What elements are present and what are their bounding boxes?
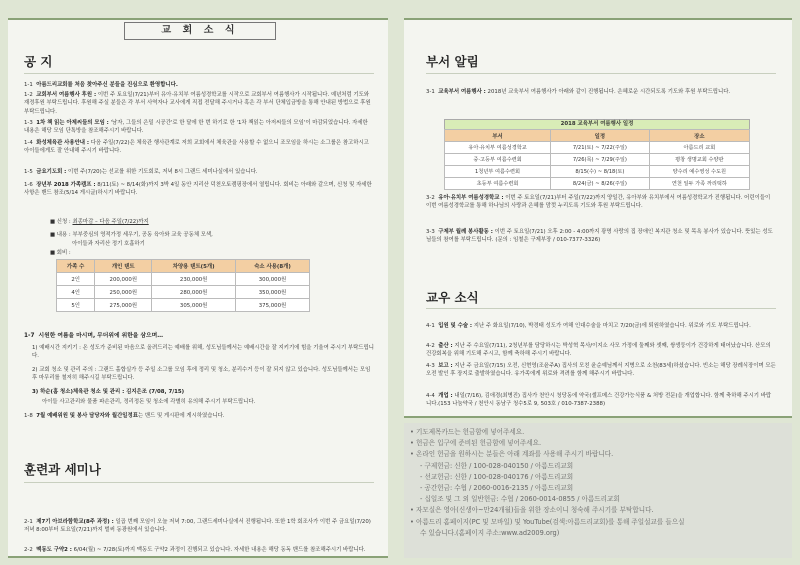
- item-3-3: 3-3 구제부 월례 봉사활동 : 이번 주 토요일(7/21) 오후 2:00 - 4:00까지 광명 사랑의 집 장애인 복지관 청소 및 목욕 봉사가 있습니다. 뜻있는 성도님들의 참여를 부탁드립니다. (문의 : 임철은 구제부장 / 010-7377-3326): [426, 229, 773, 244]
- notice-divider: [24, 73, 374, 74]
- item-1-7-sub-3: 3) 하순(홈 청소)체육관 청소 및 관리 : 김지은조 (7/08, 7/15): [32, 389, 185, 395]
- content-line: ■ 내용 : 부부중심의 영적가정 세우기, 공동 육아와 교육 공동체 모색,: [50, 232, 213, 238]
- item-1-7-sub-1: 1) 예배시간 지키기 : 온 성도가 준비된 마음으로 올려드리는 예배를 위해, 성도님들께서는 예배시간을 잘 지키기에 힘을 기울여 주시기 부탁드립니다.: [32, 345, 374, 360]
- table-cell: 200,000원: [95, 273, 152, 286]
- notice-item: 1-6 장년부 2018 가족캠프 : 8/11(토) ~ 8/14(화)까지 3박 4일 동안 지리산 덕천오토캠핑장에서 열립니다. 회비는 아래와 같으며, 신청 및 자세한 사항은 밴드 참조(5/14 게시글)하시기 바랍니다.: [24, 182, 372, 197]
- info-line: - 십일조 및 그 외 일반헌금: 수협 / 2060-0014-0855 / 아름드리교회: [420, 495, 620, 504]
- info-line: • 아름드리 홈페이지(PC 및 모바일) 및 YouTube(검색:아름드리교회)를 통해 주일설교를 들으실: [410, 517, 685, 526]
- info-line: - 선교헌금: 신한 / 100-028-040176 / 아름드리교회: [420, 472, 574, 481]
- table-cell: 305,000원: [152, 299, 236, 312]
- table-row: [445, 154, 750, 166]
- notice-item: 1-5 금요기도회 : 이번 주(7/20)는 선교를 위한 기도회로, 저녁 8시 그랜드 세미나실에서 있습니다.: [24, 169, 258, 175]
- top-band: [8, 18, 388, 20]
- info-line: • 헌금은 입구에 준비된 헌금함에 넣어주세요.: [410, 439, 542, 448]
- fee-header-lodging: 숙소 사용(8개): [236, 260, 310, 273]
- info-line: • 자모실은 영아(신생아~만24개월)들을 위한 장소이니 청숙해 주시기를 부탁합니다.: [410, 506, 654, 515]
- info-line: • 기도제목카드는 헌금함에 넣어주세요.: [410, 428, 525, 436]
- table-cell: 4인: [57, 286, 95, 299]
- table-row: [445, 178, 750, 190]
- table-cell: 2인: [57, 273, 95, 286]
- table-cell: 250,000원: [95, 286, 152, 299]
- dept-divider: [426, 73, 776, 74]
- item-1-7-sub-4: 아이들 사고관리와 물품 파손관리, 정리정돈 및 청소에 각별히 유의해 주시기 부탁드립니다.: [42, 399, 256, 405]
- training-divider: [24, 482, 374, 483]
- camp-header-schedule: 일정: [551, 130, 650, 142]
- table-cell: 양수리 예수영성 수도원: [649, 166, 749, 178]
- member-item: 4-4 개업 : 내일(7/16), 김애경(최병진) 집사가 천안시 청당동에 약국(셀프메스 건강가능식품 & 처방 전문)을 개업합니다. 함께 축하해 주시기 바랍니다.(153 나눔약국 / 천안시 동남구 청수5로 9, 503호 / 010-7387-2388): [426, 393, 772, 408]
- table-cell: 7/21(토) ~ 7/22(주일): [551, 142, 650, 154]
- fee-header-personal: 개인 텐트: [95, 260, 152, 273]
- member-item: 4-1 입원 및 수술 : 지난 주 화요일(7/10), 박경태 성도가 여해 인대수술을 마치고 7/20(금)에 퇴원하였습니다. 위로와 기도 부탁드립니다.: [426, 323, 751, 329]
- table-cell: 8/15(수) ~ 8/18(토): [551, 166, 650, 178]
- training-item: 2-2 맥동도 구약2 : 6/04(월) ~ 7/28(토)까지 맥동도 구약2 과정이 진행되고 있습니다. 자세한 내용은 해당 동독 밴드를 참조해주시기 바랍니다.: [24, 547, 366, 553]
- info-line: - 구제헌금: 신한 / 100-028-040150 / 아름드리교회: [420, 461, 574, 470]
- table-cell: 연천 일두 가족 까리떡하: [649, 178, 749, 190]
- table-row: [57, 299, 310, 312]
- camp-header-dept: 부서: [445, 130, 551, 142]
- item-1-7-sub-2: 2) 교회 청소 및 관리 주의 : 그랜드 홀합실가 등 주일 소그룹 모임 후에 정리 및 청소, 분리수거 등이 잘 되지 않고 있습니다. 성도님들께서는 모임 후 마무리를 철저히 해주시길 부탁드립니다.: [32, 367, 371, 382]
- bottom-band: [8, 556, 388, 558]
- table-cell: 280,000원: [152, 286, 236, 299]
- fee-label: ■ 회비 :: [50, 250, 71, 256]
- table-cell: 350,000원: [236, 286, 310, 299]
- member-item: 4-3 보고 : 지난 주 금요일(7/15) 오전, 신현영(조윤주A) 집사의 모친 윤순예님께서 지병으로 소천(83세)하셨습니다. 빈소는 해당 장례식장이며 모든 오전 발인 후 장지로 출발하였습니다. 유가족에게 위로와 격려를 함께 해주시기 바랍니다.: [426, 363, 776, 378]
- camp-header-place: 장소: [649, 130, 749, 142]
- table-row: [445, 166, 750, 178]
- church-news-panel: [8, 18, 388, 558]
- content-line-2: 아이들과 자리산 정기 호흡하기: [72, 241, 145, 247]
- table-row: [57, 286, 310, 299]
- notice-item: 1-3 1차 책 읽는 아제씨들의 모임 : '남자, 그들의 은밀 시공간'로 한 달에 한 번 하기로 한 '1차 책읽는 아저씨들의 모임'이 마감되었습니다. 자세한 내용은 해당 모임 단톡방을 참조해주시기 바랍니다.: [24, 120, 368, 135]
- right-bottom-band: [404, 416, 792, 418]
- apply-deadline: 최종마감 – 다음 주일(7/22)까지: [72, 219, 149, 225]
- top-band-right: [404, 18, 792, 20]
- table-cell: 275,000원: [95, 299, 152, 312]
- training-heading: 훈련과 세미나: [24, 462, 101, 477]
- summer-event-caption: 2018 교육부서 여름행사 일정: [444, 119, 750, 129]
- table-cell: 5인: [57, 299, 95, 312]
- fee-header-awning: 차양용 텐트(5개): [152, 260, 236, 273]
- item-3-2: 3-2 유아·유치부 여름성경학교 : 이번 주 토요일(7/21)부터 주일(7/22)까지 양일간, 유아부와 유치부에서 여름성경학교가 진행됩니다. 어린이들이 이번 여름성경학교를 통해 하나님의 사랑과 은혜를 맘껏 누리도록 기도와 후원 부탁드립니다.: [426, 195, 771, 210]
- panel-title: 교 회 소 식: [124, 22, 276, 40]
- table-cell: 230,000원: [152, 273, 236, 286]
- info-line: • 온라인 헌금을 원하시는 분들은 아래 계좌를 사용해 주시기 바랍니다.: [410, 450, 614, 459]
- notice-item: 1-1 아름드리교회를 처음 찾아주신 분들을 진심으로 환영합니다.: [24, 82, 178, 88]
- info-box: [404, 423, 792, 558]
- table-cell: 중·고등부 여름수련회: [445, 154, 551, 166]
- notice-item: 1-2 교회부서 여름행사 후원 : 이번 주 토요일(7/21)부터 유아·유치부 여름성경학교를 시작으로 교회부서 여름행사가 시작됩니다. 예년처럼 기도와 재정후원 부탁드립니다. 후원해 주실 분들은 각 부서 사역자나 교사에게 직접 전달해 주시거나 혹은 각 부서 단체입금방을 통해 안내된 방법으로 후원 부탁드립니다.: [24, 92, 371, 115]
- summer-event-table: [444, 119, 750, 190]
- info-line: 수 있습니다.(홈페이지 주소:www.ad2009.org): [420, 528, 560, 537]
- table-cell: 1청년부 여름수련회: [445, 166, 551, 178]
- table-cell: 7/26(목) ~ 7/29(주일): [551, 154, 650, 166]
- info-line: - 공간헌금: 수협 / 2060-0016-2135 / 아름드리교회: [420, 484, 574, 493]
- table-row: [57, 273, 310, 286]
- table-cell: 아름드리 교회: [649, 142, 749, 154]
- dept-heading: 부서 알림: [426, 54, 479, 69]
- item-3-1: 3-1 교육부서 여름행사 : 2018년 교육부서 여름행사가 아래와 같이 진행됩니다. 은혜로운 시간되도록 기도와 후원 부탁드립니다.: [426, 89, 731, 95]
- member-item: 4-2 출산 : 지난 주 수요일(7/11), 2청년부를 담당하시는 박성혁 목사/이지소 사모 가정에 둘째와 셋째, 쌍생둥이가 건강하게 태어났습니다. 산모의 건강회복을 위해 기도해 주시고, 함께 축하해 주시기 바랍니다.: [426, 343, 771, 358]
- info-list: [410, 427, 788, 539]
- table-cell: 초등부 여름수련회: [445, 178, 551, 190]
- table-cell: 300,000원: [236, 273, 310, 286]
- member-divider: [426, 308, 776, 309]
- notice-heading: 공 지: [24, 54, 53, 69]
- apply-line: ■ 신청 : 최종마감 – 다음 주일(7/22)까지: [50, 219, 149, 225]
- item-1-7-title: 1-7 시원한 여름을 마시며, 무더위에 위한을 삼으며…: [24, 333, 164, 339]
- training-item: 2-1 제7기 아브라함학교(8주 과정) : 일곱 번째 모임이 오늘 저녁 7:00, 그랜드세미나실에서 진행됩니다. 또한 1학 회조사가 이번 주 금요일(7/20) 저녁 8:00부터 토요일(7/21)까지 벌써 동광원에서 있습니다.: [24, 519, 371, 534]
- fee-header-family: 가족 수: [57, 260, 95, 273]
- table-cell: 평창 생명교회 수양관: [649, 154, 749, 166]
- notice-item: 1-4 화성체육관 사용안내 : 다음 주일(7/22)은 체육관 행사관계로 저희 교회에서 체육관을 사용할 수 없으니 조모임을 하시는 소그룹은 참고하시고 아이들에게도 잘 안내해 주시기 바랍니다.: [24, 140, 369, 155]
- table-cell: 8/24(금) ~ 8/26(주일): [551, 178, 650, 190]
- table-cell: 유아·유치부 여름성경학교: [445, 142, 551, 154]
- table-cell: 375,000원: [236, 299, 310, 312]
- item-1-8: 1-8 7월 예배위원 및 봉사 담당자와 월간일정표는 밴드 및 게시판에 게시하였습니다.: [24, 413, 225, 419]
- table-row: [445, 142, 750, 154]
- camp-fee-table: [56, 259, 310, 312]
- member-heading: 교우 소식: [426, 290, 479, 305]
